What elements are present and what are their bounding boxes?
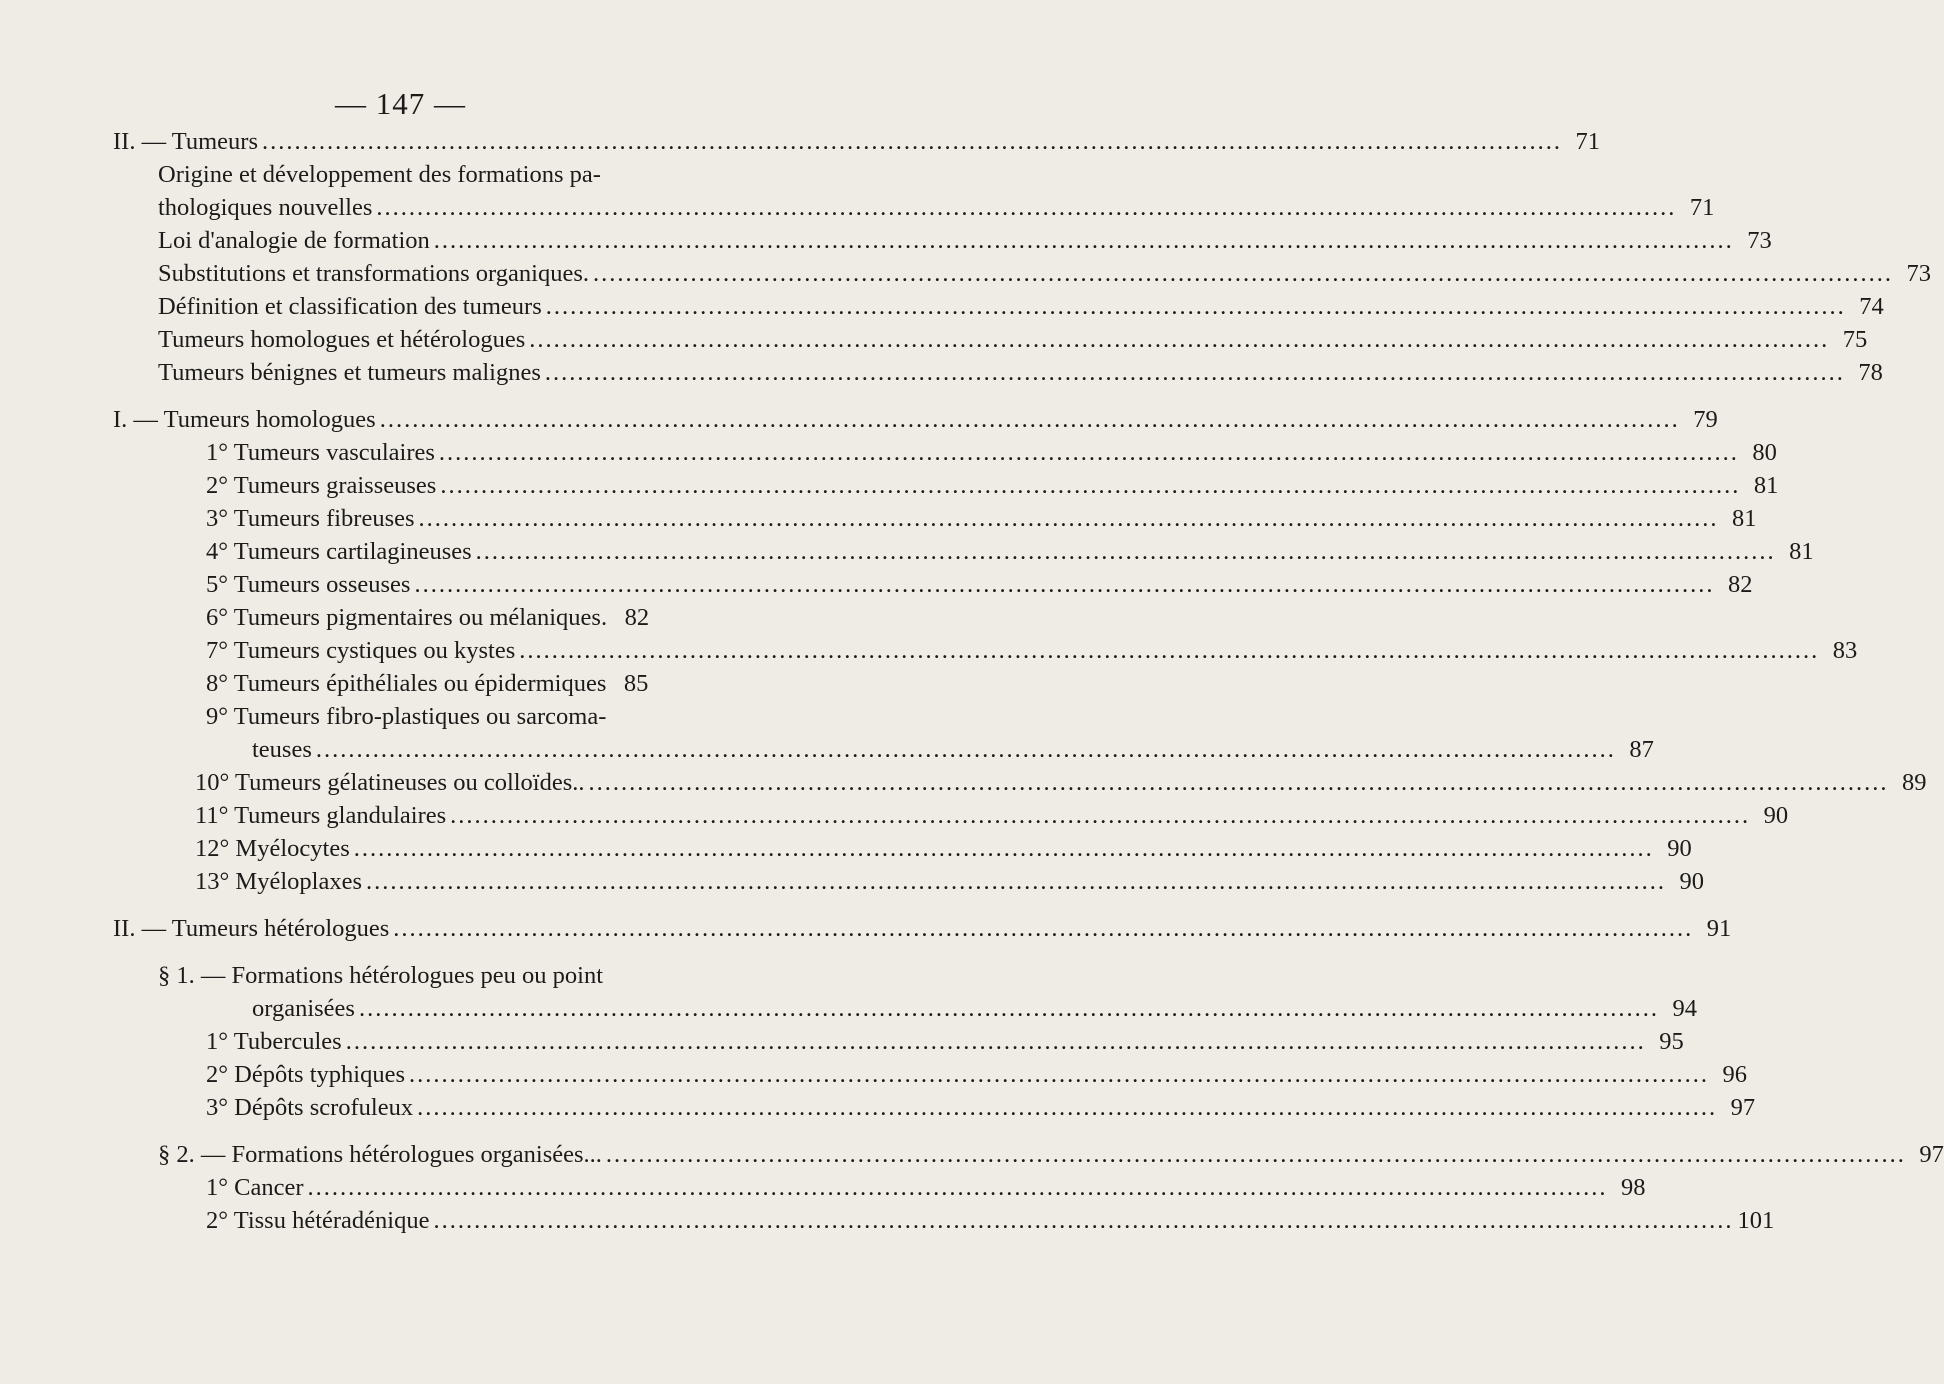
toc-entry-title: 4° Tumeurs cartilagineuses (206, 538, 472, 565)
toc-entry-title: thologiques nouvelles (158, 194, 373, 221)
toc-entry-page: 81 (1789, 538, 1814, 565)
toc-entry-title: 2° Tissu hétéradénique (206, 1207, 430, 1234)
dot-leader (359, 994, 1659, 1024)
dot-leader (450, 801, 1750, 831)
toc-entry (206, 537, 1814, 567)
dot-leader (346, 1027, 1646, 1057)
toc-entry-title: 13° Myéloplaxes (195, 868, 362, 895)
toc-entry-page: 78 (1858, 359, 1883, 386)
dot-leader (366, 867, 1666, 897)
dot-leader (529, 325, 1829, 355)
toc-entry-page: 97 (1730, 1094, 1756, 1121)
toc-entry-page: 89 (1902, 769, 1927, 796)
dot-leader (589, 768, 1889, 798)
toc-entry-page: 90 (1667, 835, 1692, 862)
toc-entry-page: 95 (1659, 1028, 1684, 1055)
toc-entry-title: 2° Dépôts typhiques (206, 1061, 405, 1088)
toc-entry (206, 636, 1858, 666)
dot-leader (380, 405, 1680, 435)
toc-entry (113, 127, 1600, 157)
toc-entry-title: teuses (252, 736, 312, 763)
toc-entry (195, 801, 1789, 831)
toc-entry-title: Tumeurs homologues et hétérologues (158, 326, 526, 353)
dot-leader (593, 259, 1893, 289)
dot-leader (440, 471, 1740, 501)
toc-entry (195, 768, 1927, 798)
dot-leader (546, 292, 1846, 322)
toc-entry (206, 1027, 1684, 1057)
toc-entry-title: 11° Tumeurs glandulaires (195, 802, 447, 829)
toc-entry-page: 101 (1737, 1207, 1775, 1234)
toc-entry (158, 1140, 1944, 1170)
toc-entry (206, 603, 650, 633)
dot-leader (606, 1140, 1906, 1170)
toc-entry (158, 193, 1715, 223)
toc-entry-title: 5° Tumeurs osseuses (206, 571, 411, 598)
toc-entry-title: II. — Tumeurs hétérologues (113, 915, 390, 942)
toc-entry (252, 735, 1654, 765)
toc-entry-title: organisées (252, 995, 355, 1022)
toc-entry-title: 3° Dépôts scrofuleux (206, 1094, 414, 1121)
dot-leader (414, 570, 1714, 600)
dot-leader (262, 127, 1562, 157)
toc-entry (206, 1173, 1646, 1203)
toc-entry-title: 1° Cancer (206, 1174, 304, 1201)
toc-entry-page: 82 (1727, 571, 1753, 598)
toc-entry (206, 504, 1757, 534)
dot-leader (417, 1093, 1717, 1123)
toc-entry (195, 867, 1704, 897)
toc-entry (158, 226, 1772, 256)
toc-entry-page: 71 (1689, 194, 1715, 221)
toc-entry-title: § 2. — Formations hétérologues organisées... (158, 1141, 602, 1168)
toc-entry-title: 7° Tumeurs cystiques ou kystes (206, 637, 516, 664)
dot-leader (434, 226, 1734, 256)
toc-entry-page: 81 (1732, 505, 1757, 532)
toc-entry-page: 91 (1706, 915, 1732, 942)
toc-entry-page: 94 (1672, 995, 1697, 1022)
toc-entry (158, 358, 1883, 388)
toc-entry-page: 74 (1859, 293, 1884, 320)
toc-entry-page: 71 (1575, 128, 1600, 155)
dot-leader (393, 914, 1693, 944)
toc-entry-title: Loi d'analogie de formation (158, 227, 430, 254)
toc-entry-title: 6° Tumeurs pigmentaires ou mélaniques. (206, 604, 608, 631)
toc-entry (158, 259, 1931, 289)
dot-leader (308, 1173, 1608, 1203)
toc-entry-page: 79 (1693, 406, 1718, 433)
dot-leader (376, 193, 1676, 223)
toc-entry-title: Origine et développement des formations pa- (158, 161, 601, 188)
toc-entry-page: 83 (1832, 637, 1858, 664)
toc-entry-page: 97 (1919, 1141, 1944, 1168)
toc-entry (206, 570, 1753, 600)
toc-entry-title: § 1. — Formations hétérologues peu ou point (158, 962, 604, 989)
toc-entry-title: 1° Tumeurs vasculaires (206, 439, 435, 466)
toc-entry (206, 1093, 1756, 1123)
toc-entry (113, 405, 1718, 435)
toc-entry-title: 3° Tumeurs fibreuses (206, 505, 415, 532)
toc-entry-title: II. — Tumeurs (113, 128, 258, 155)
dot-leader (316, 735, 1616, 765)
toc-entry-page: 96 (1722, 1061, 1747, 1088)
toc-entry-page: 90 (1763, 802, 1789, 829)
toc-entry-page: 73 (1747, 227, 1772, 254)
toc-entry-page: 80 (1752, 439, 1777, 466)
toc-entry (113, 914, 1732, 944)
toc-entry-page: 82 (624, 604, 650, 631)
toc-entry-page: 75 (1842, 326, 1868, 353)
toc-entry (206, 1060, 1747, 1090)
toc-entry-page: 98 (1621, 1174, 1646, 1201)
toc-entry-page: 73 (1906, 260, 1931, 287)
toc-entry-title: 9° Tumeurs fibro-plastiques ou sarcoma- (206, 703, 607, 730)
toc-entry (158, 325, 1868, 355)
toc-entry (195, 834, 1692, 864)
toc-entry-title: Tumeurs bénignes et tumeurs malignes (158, 359, 541, 386)
toc-entry (206, 669, 649, 699)
toc-entry-title: 1° Tubercules (206, 1028, 342, 1055)
dot-leader (545, 358, 1845, 388)
toc-entry (206, 438, 1777, 468)
dot-leader (409, 1060, 1709, 1090)
toc-entry-page: 87 (1629, 736, 1654, 763)
dot-leader (439, 438, 1739, 468)
dot-leader (433, 1206, 1733, 1236)
toc-entry-title: Définition et classification des tumeurs (158, 293, 542, 320)
toc-entry-page: 90 (1679, 868, 1704, 895)
toc-entry-title: 8° Tumeurs épithéliales ou épidermiques (206, 670, 607, 697)
toc-entry-title: 2° Tumeurs graisseuses (206, 472, 437, 499)
toc-entry (158, 292, 1884, 322)
page-number: — 147 — (335, 86, 466, 121)
toc-entry (206, 471, 1779, 501)
dot-leader (476, 537, 1776, 567)
toc-entry-title: 10° Tumeurs gélatineuses ou colloïdes.. (195, 769, 585, 796)
toc-entry (252, 994, 1697, 1024)
toc-entry-title: 12° Myélocytes (195, 835, 350, 862)
dot-leader (419, 504, 1719, 534)
toc-entry-title: I. — Tumeurs homologues (113, 406, 376, 433)
toc-entry (206, 1206, 1775, 1236)
toc-entry-page: 85 (623, 670, 649, 697)
dot-leader (519, 636, 1819, 666)
toc-entry-title: Substitutions et transformations organiques. (158, 260, 589, 287)
toc-entry-page: 81 (1753, 472, 1779, 499)
dot-leader (354, 834, 1654, 864)
